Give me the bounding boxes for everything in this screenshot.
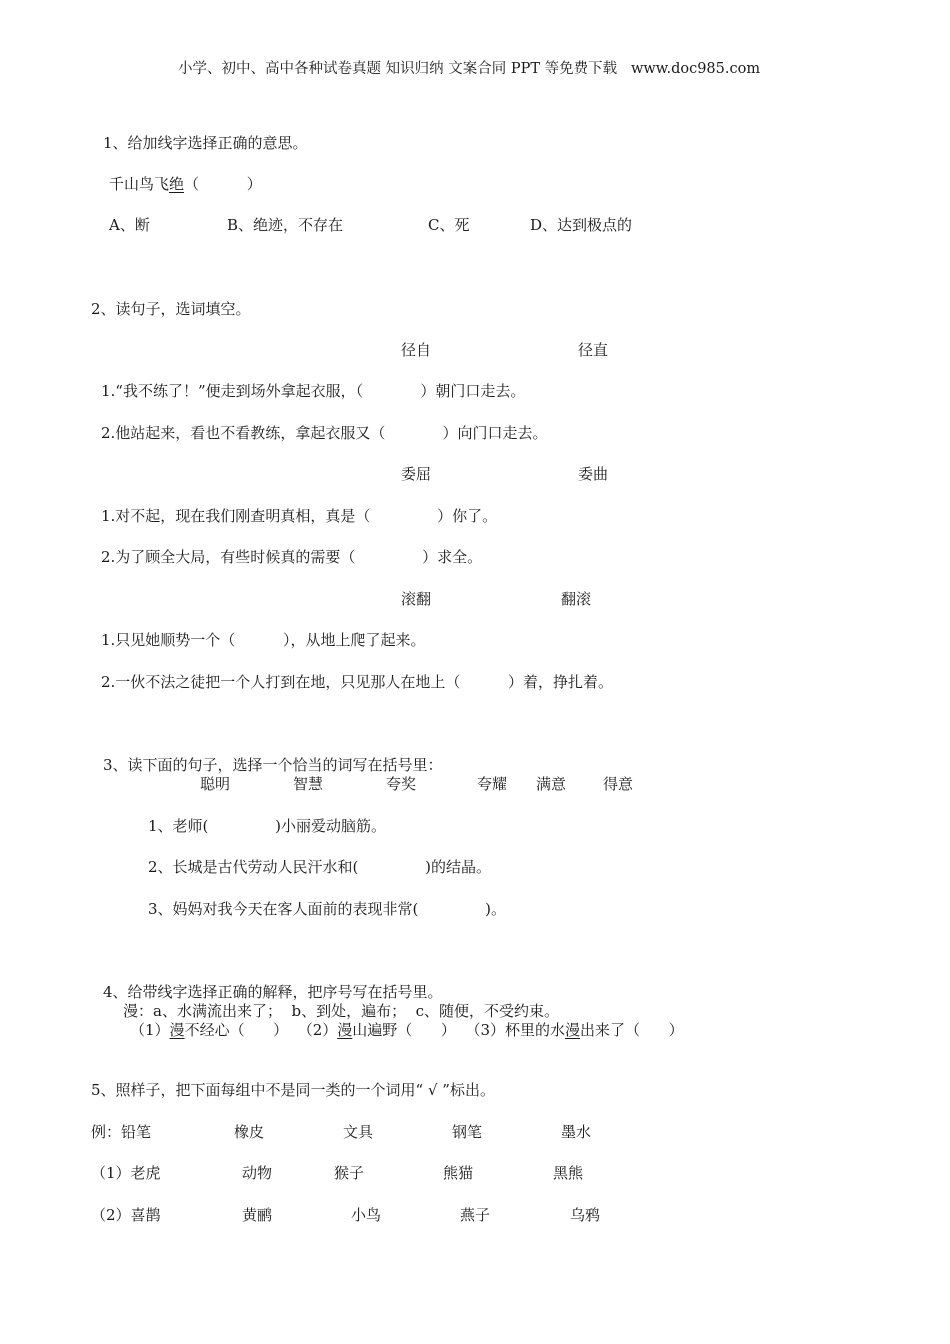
q1-option-c: C、死 — [428, 216, 470, 234]
q5-example-word-4: 钢笔 — [452, 1123, 483, 1141]
q2-group3-sentence1: 1.只见她顺势一个（ ），从地上爬了起来。 — [101, 631, 426, 649]
q4-items — [130, 1020, 684, 1040]
q5-row1-word-3: 猴子 — [334, 1164, 365, 1182]
q2-group2-sentence1: 1.对不起，现在我们刚查明真相，真是（ ）你了。 — [101, 507, 498, 525]
q4-meanings: 漫：a、水满流出来了； b、到处，遍布； c、随便，不受约束。 — [123, 1002, 560, 1020]
q4-item2-post: 山遍野（ ） — [352, 1021, 456, 1039]
q3-sentence-3: 3、妈妈对我今天在客人面前的表现非常( )。 — [148, 900, 507, 918]
q2-group3-sentence2: 2.一伙不法之徒把一个人打到在地，只见那人在地上（ ）着，挣扎着。 — [101, 673, 613, 691]
q5-row2-word-5: 乌鸦 — [570, 1206, 601, 1224]
q2-group1-word1: 径自 — [401, 341, 432, 359]
q2-group3-word1: 滚翻 — [401, 590, 432, 608]
q3-word-1: 聪明 — [200, 775, 231, 793]
page-header: 小学、初中、高中各种试卷真题 知识归纳 文案合同 PPT 等免费下载 www.doc985.com — [178, 61, 761, 77]
q4-item1-pre: （1） — [130, 1021, 170, 1039]
q2-group2-word1: 委屈 — [401, 465, 432, 483]
q3-title: 3、读下面的句子，选择一个恰当的词写在括号里： — [103, 756, 443, 774]
q5-row1-word-2: 动物 — [242, 1164, 273, 1182]
q5-row2-word-2: 黄鹂 — [242, 1206, 273, 1224]
q5-row2-label: （2）喜鹊 — [91, 1206, 161, 1224]
q4-item1-post: 不经心（ ） — [184, 1021, 289, 1039]
q1-option-b: B、绝迹，不存在 — [227, 216, 344, 234]
q3-sentence-1: 1、老师( )小丽爱动脑筋。 — [148, 817, 387, 835]
q2-group2-sentence2: 2.为了顾全大局，有些时候真的需要（ ）求全。 — [101, 548, 483, 566]
q4-item3-pre: （3）杯里的水 — [465, 1021, 565, 1039]
q2-group3-word2: 翻滚 — [561, 590, 592, 608]
q4-item2-underlined: 漫 — [337, 1021, 353, 1039]
q5-example-label: 例：铅笔 — [91, 1123, 152, 1141]
q1-option-a: A、断 — [109, 216, 150, 234]
q2-group1-word2: 径直 — [578, 341, 609, 359]
q5-row1-label: （1）老虎 — [91, 1164, 161, 1182]
q4-item1-underlined: 漫 — [169, 1021, 185, 1039]
q2-title: 2、读句子，选词填空。 — [91, 300, 251, 318]
q5-row1-word-5: 黑熊 — [553, 1164, 584, 1182]
q4-item3-post: 出来了（ ） — [580, 1021, 684, 1039]
q5-example-word-3: 文具 — [343, 1123, 374, 1141]
q5-row1-word-4: 熊猫 — [443, 1164, 474, 1182]
q1-title: 1、给加线字选择正确的意思。 — [103, 134, 308, 152]
q3-word-5: 满意 — [536, 775, 567, 793]
q2-group1-sentence2: 2.他站起来，看也不看教练，拿起衣服又（ ）向门口走去。 — [101, 424, 548, 442]
q4-title: 4、给带线字选择正确的解释，把序号写在括号里。 — [103, 983, 443, 1001]
q4-item2-pre: （2） — [297, 1021, 338, 1039]
q3-word-4: 夸耀 — [477, 775, 508, 793]
q5-row2-word-4: 燕子 — [460, 1206, 491, 1224]
q3-word-3: 夸奖 — [386, 775, 417, 793]
q1-underlined-char: 绝 — [169, 175, 185, 193]
q1-line — [109, 174, 262, 194]
q1-blank: （ ） — [184, 175, 262, 193]
q1-option-d: D、达到极点的 — [530, 216, 633, 234]
q3-word-6: 得意 — [603, 775, 634, 793]
q4-item3-underlined: 漫 — [564, 1021, 580, 1039]
q3-sentence-2: 2、长城是古代劳动人民汗水和( )的结晶。 — [148, 858, 492, 876]
q5-row2-word-3: 小鸟 — [351, 1206, 382, 1224]
q5-title: 5、照样子，把下面每组中不是同一类的一个词用“ √ ”标出。 — [91, 1081, 495, 1099]
q5-example-word-5: 墨水 — [561, 1123, 592, 1141]
q1-line-pre: 千山鸟飞 — [109, 175, 170, 193]
q5-example-word-2: 橡皮 — [234, 1123, 265, 1141]
q2-group1-sentence1: 1.“我不练了！”便走到场外拿起衣服，（ ）朝门口走去。 — [101, 382, 526, 400]
q2-group2-word2: 委曲 — [578, 465, 609, 483]
q3-word-2: 智慧 — [293, 775, 324, 793]
